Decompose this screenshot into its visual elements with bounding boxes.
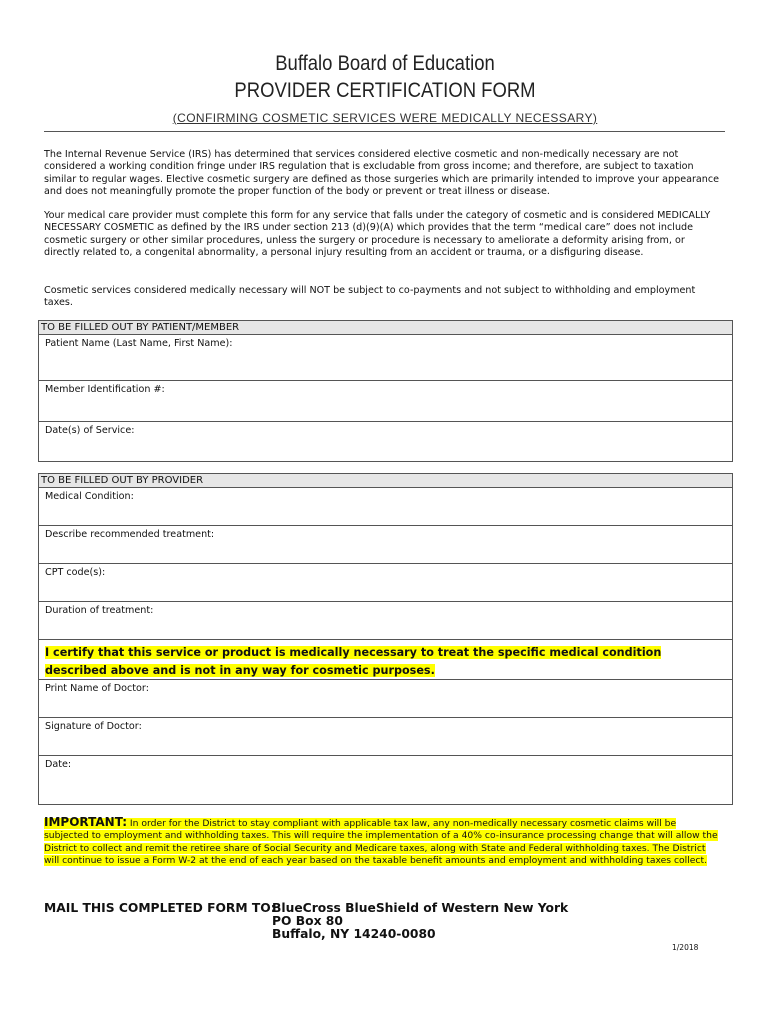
date-of-service-label: Date(s) of Service: xyxy=(45,425,135,436)
mail-address-line: BlueCross BlueShield of Western New York xyxy=(272,901,569,915)
cpt-codes-label: CPT code(s): xyxy=(45,567,106,578)
form-revision-date: 1/2018 xyxy=(672,943,699,952)
provider-section-heading: TO BE FILLED OUT BY PROVIDER xyxy=(39,474,732,488)
organization-title: Buffalo Board of Education xyxy=(275,52,495,75)
provider-section xyxy=(38,473,733,805)
recommended-treatment-field[interactable] xyxy=(39,526,732,564)
doctor-signature-field[interactable] xyxy=(39,718,732,756)
intro-paragraph-copay: Cosmetic services considered medically necessary will NOT be subject to co-payments and not subject to withholding and employment taxes. xyxy=(44,285,696,309)
mail-address xyxy=(272,902,568,941)
patient-section-heading: TO BE FILLED OUT BY PATIENT/MEMBER xyxy=(39,321,732,335)
important-text: In order for the District to stay compliant with applicable tax law, any non-medically necessary cosmetic claims will be subjected to employment and withholding taxes. This will require the implementation of a 40% co-insurance processing change that will allow the District to collect and remit the retiree share of Social Security and Medicare taxes, along with State and Federal withholding taxes. The District will continue to issue a Form W-2 at the end of each year based on the taxable benefit amounts and employment and withholding taxes collect. xyxy=(44,818,718,867)
recommended-treatment-label: Describe recommended treatment: xyxy=(45,529,215,540)
member-id-label: Member Identification #: xyxy=(45,384,165,395)
member-id-field[interactable] xyxy=(39,381,732,422)
form-subtitle: (CONFIRMING COSMETIC SERVICES WERE MEDICALLY NECESSARY) xyxy=(172,111,598,125)
mail-label: MAIL THIS COMPLETED FORM TO: xyxy=(44,901,276,915)
signature-date-label: Date: xyxy=(45,759,72,770)
important-notice xyxy=(44,816,720,868)
intro-paragraph-irs: The Internal Revenue Service (IRS) has determined that services considered elective cosmetic and non-medically necessary are not considered a working condition fringe under IRS regulation that is excludable from gross income; and therefore, are subject to taxation similar to regular wages. Elective cosmetic surgery are defined as those surgeries which are primarily intended to improve your appearance and does not meaningfully promote the proper function of the body or prevent or treat illness or disease. xyxy=(44,149,720,197)
mail-address-line: PO Box 80 xyxy=(272,914,343,928)
patient-name-field[interactable] xyxy=(39,335,732,381)
medical-condition-field[interactable] xyxy=(39,488,732,526)
medical-condition-label: Medical Condition: xyxy=(45,491,134,502)
important-label: IMPORTANT: xyxy=(44,815,128,829)
doctor-signature-label: Signature of Doctor: xyxy=(45,721,142,732)
doctor-name-label: Print Name of Doctor: xyxy=(45,683,149,694)
patient-section xyxy=(38,320,733,462)
doctor-name-field[interactable] xyxy=(39,680,732,718)
duration-field[interactable] xyxy=(39,602,732,640)
header-divider xyxy=(44,131,725,132)
certification-text: I certify that this service or product is medically necessary to treat the specific medical condition described above and is not in any way for cosmetic purposes. xyxy=(45,646,662,677)
certification-statement xyxy=(39,640,732,680)
patient-name-label: Patient Name (Last Name, First Name): xyxy=(45,338,233,349)
intro-paragraph-provider: Your medical care provider must complete this form for any service that falls under the category of cosmetic and is considered MEDICALLY NECESSARY COSMETIC as defined by the IRS under section 213 (d)(9)(A) which provides that the term “medical care” does not include cosmetic surgery or other similar procedures, unless the surgery or procedure is necessary to ameliorate a deformity arising from, or directly related to, a congenital abnormality, a personal injury resulting from an accident or trauma, or a disfiguring disease. xyxy=(44,210,711,258)
mail-address-line: Buffalo, NY 14240-0080 xyxy=(272,927,436,941)
cpt-codes-field[interactable] xyxy=(39,564,732,602)
date-of-service-field[interactable] xyxy=(39,422,732,461)
form-title: PROVIDER CERTIFICATION FORM xyxy=(234,79,536,102)
signature-date-field[interactable] xyxy=(39,756,732,795)
duration-label: Duration of treatment: xyxy=(45,605,154,616)
form-header xyxy=(0,50,770,125)
